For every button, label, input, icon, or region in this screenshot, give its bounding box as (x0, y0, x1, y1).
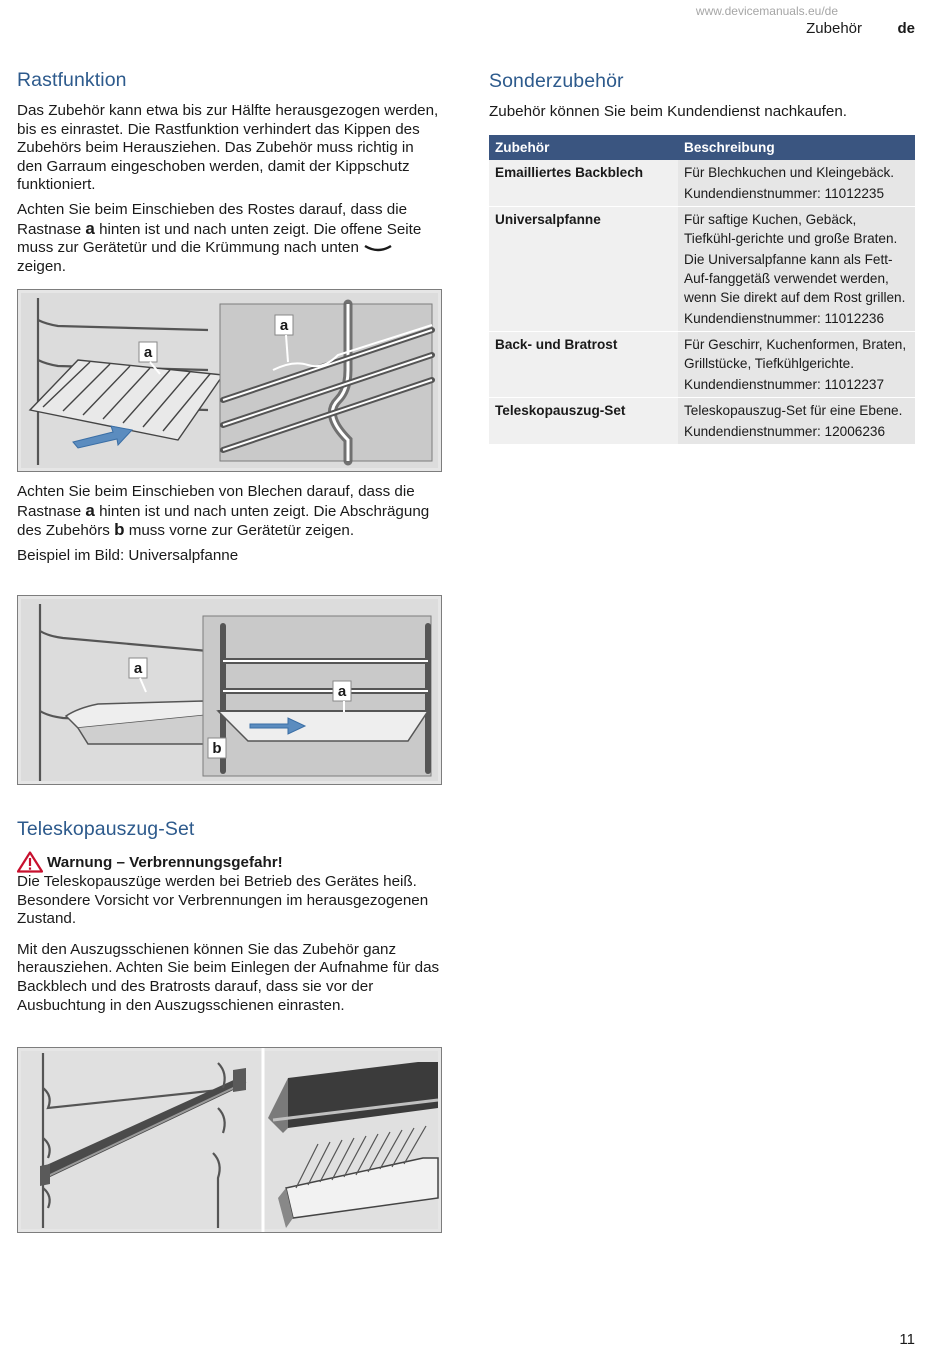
teleskop-paragraph-1: Die Teleskopauszüge werden bei Betrieb des Gerätes heiß. Besondere Vorsicht vor Verbrennungen im herausgezogenen Zustand. (17, 873, 429, 928)
figure1-label-a-right: a (279, 317, 289, 334)
accessories-table (489, 135, 915, 444)
tray-insertion-illustration (17, 595, 442, 785)
table-cell-description (678, 160, 915, 207)
table-row (489, 331, 915, 397)
table-row (489, 397, 915, 444)
table-cell-description (678, 331, 915, 397)
label-b: b (114, 520, 125, 540)
table-header-accessory: Zubehör (489, 135, 678, 160)
table-cell-name: Universalpfanne (489, 206, 678, 331)
description-line: Kundendienstnummer: 12006236 (684, 423, 886, 439)
rastfunktion-paragraph-3 (17, 483, 442, 541)
table-cell-name: Emailliertes Backblech (489, 160, 678, 207)
description-line: Für Blechkuchen und Kleingebäck. (684, 164, 895, 180)
description-line: Die Universalpfanne kann als Fett-Auf-fanggetäß verwendet werden, wenn Sie direkt auf dem Rost grillen. (684, 251, 906, 305)
text-run: hinten ist und nach unten zeigt. Die Abschrägung des Zubehörs (17, 502, 430, 540)
table-cell-description (678, 206, 915, 331)
rastfunktion-example-caption: Beispiel im Bild: Universalpfanne (17, 546, 239, 564)
label-a: a (85, 218, 95, 238)
text-run: muss vorne zur Gerätetür zeigen. (124, 522, 355, 540)
table-cell-name: Teleskopauszug-Set (489, 397, 678, 444)
watermark-url: www.devicemanuals.eu/de (695, 4, 838, 18)
rastfunktion-heading: Rastfunktion (17, 69, 127, 91)
description-line: Für saftige Kuchen, Gebäck, Tiefkühl-gerichte und große Braten. (684, 211, 898, 246)
rastfunktion-paragraph-1: Das Zubehör kann etwa bis zur Hälfte herausgezogen werden, bis es einrastet. Die Rastfunktion verhindert das Kippen des Zubehörs beim Herausziehen. Das Zubehör muss richtig in den Garraum eingeschoben werden, damit der Kippschutz funktioniert. (17, 102, 439, 194)
description-line: Für Geschirr, Kuchenformen, Braten, Grillstücke, Tiefkühlgerichte. (684, 336, 907, 371)
rastfunktion-continued (17, 483, 442, 565)
table-row (489, 206, 915, 331)
warning-line (17, 851, 442, 873)
text-run: hinten ist und nach unten zeigt. Die offene Seite muss zur Gerätetür und die Krümmung nach unten (17, 220, 422, 257)
header-section-title: Zubehör (806, 20, 862, 37)
page-number: 11 (899, 1331, 915, 1348)
curve-down-icon (363, 243, 393, 253)
description-line: Teleskopauszug-Set für eine Ebene. (684, 402, 903, 418)
sonderzubehoer-intro: Zubehör können Sie beim Kundendienst nachkaufen. (489, 103, 848, 120)
description-line: Kundendienstnummer: 11012237 (684, 376, 885, 392)
text-run: Achten Sie beim Einschieben von Blechen darauf, dass die Rastnase (17, 483, 415, 520)
table-row (489, 160, 915, 207)
teleskop-heading: Teleskopauszug-Set (17, 818, 195, 840)
figure2-label-a-left: a (133, 660, 143, 677)
label-a: a (85, 500, 95, 520)
warning-triangle-icon (17, 851, 43, 873)
telescopic-rails-illustration (17, 1047, 442, 1233)
teleskop-paragraph-2: Mit den Auszugsschienen können Sie das Zubehör ganz herausziehen. Achten Sie beim Einlegen der Aufnahme für das Backblech und des Bratrosts darauf, dass sie vor der Ausbuchtung in den Auszugsschienen einrasten. (17, 940, 440, 1014)
sonderzubehoer-section (489, 70, 915, 444)
figure2-label-a-right: a (337, 683, 347, 700)
header-language: de (897, 20, 915, 37)
text-run: Achten Sie beim Einschieben des Rostes darauf, dass die Rastnase (17, 200, 408, 238)
rastfunktion-paragraph-2 (17, 201, 442, 276)
table-cell-name: Back- und Bratrost (489, 331, 678, 397)
teleskop-section (17, 818, 442, 1015)
rastfunktion-section (17, 69, 442, 276)
text-run: zeigen. (17, 257, 66, 275)
description-line: Kundendienstnummer: 11012235 (684, 185, 885, 201)
rack-insertion-illustration (17, 289, 442, 472)
figure1-label-a-left: a (143, 344, 153, 361)
table-cell-description (678, 397, 915, 444)
sonderzubehoer-heading: Sonderzubehör (489, 70, 624, 92)
description-line: Kundendienstnummer: 11012236 (684, 310, 885, 326)
warning-text: Warnung – Verbrennungsgefahr! (47, 853, 283, 871)
table-header-row (489, 135, 915, 160)
table-header-description: Beschreibung (678, 135, 915, 160)
figure2-label-b: b (212, 740, 222, 757)
